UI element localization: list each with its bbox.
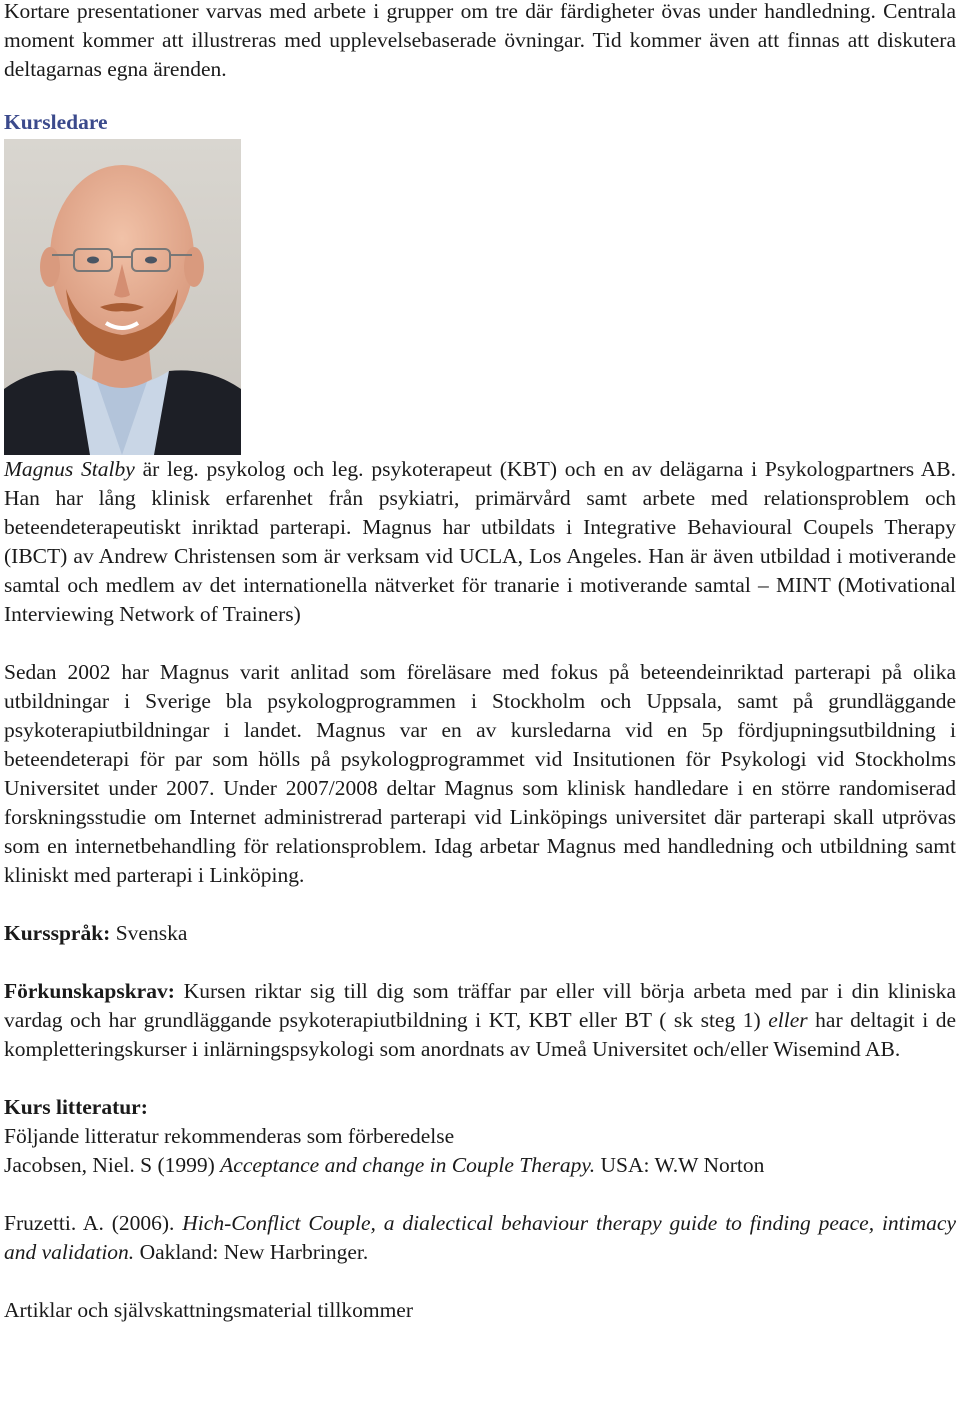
prerequisites-text-after: har deltagit i de kompletteringskurser i inlärningspsykologi som anordnats av Umeå Universitet och/eller Wisemind AB. (4, 1008, 957, 1061)
prerequisites (4, 977, 956, 1064)
intro-paragraph: Kortare presentationer varvas med arbete i grupper om tre där färdigheter övas under handledning. Centrala moment kommer att illustreras med upplevelsebaserade övningar. Tid kommer även att finnas att diskutera deltagarnas egna ärenden. (4, 0, 956, 81)
ref-2-publisher: Oakland: New Harbringer. (134, 1240, 369, 1264)
course-language (4, 919, 956, 948)
literature-intro: Följande litteratur rekommenderas som förberedelse (4, 1124, 455, 1148)
prerequisites-text-before: Kursen riktar sig till dig som träffar par eller vill börja arbeta med par i din kliniska vardag och har grundläggande psykoterapiutbildning i KT, KBT eller BT ( sk steg 1) (4, 979, 956, 1032)
bio-paragraph-1-text: är leg. psykolog och leg. psykoterapeut (KBT) och en av delägarna i Psykologpartners AB. Han har lång klinisk erfarenhet från psykiatri, primärvård samt arbete med relationsproblem och beteendeterapeutiskt inriktad parterapi. Magnus har utbildats i Integrative Behavioural Coupels Therapy (IBCT) av Andrew Christensen som är verksam vid UCLA, Los Angeles. Han är även utbildad i motiverande samtal och medlem av det internationella nätverket för tranarie i motiverande samtal – MINT (Motivational Interviewing Network of Trainers) (4, 457, 956, 626)
document-page (4, 0, 956, 1325)
bio-paragraph-2: Sedan 2002 har Magnus varit anlitad som föreläsare med fokus på beteendeinriktad parterapi på olika utbildningar i Sverige bla psykologprogrammen i Stockholm och Uppsala, samt på grundläggande psykoterapiutbildningar i landet. Magnus var en av kursledarna vid en 5p fördjupningsutbildning i beteendeterapi för par som hölls på psykologprogrammet vid Insitutionen för Psykologi vid Stockholms Universitet under 2007. Under 2007/2008 deltar Magnus som klinisk handledare i en större randomiserad forskningsstudie om Internet administrerad parterapi vid Linköpings universitet där parterapi skall utprövas som en internetbehandling för relationsproblem. Idag arbetar Magnus med handledning och utbildning samt kliniskt med parterapi i Linköping. (4, 660, 956, 887)
ref-1-title: Acceptance and change in Couple Therapy. (220, 1153, 596, 1177)
course-language-value: Svenska (110, 921, 188, 945)
extra-materials-note: Artiklar och självskattningsmaterial tillkommer (4, 1298, 414, 1322)
ref-2-author: Fruzetti. A. (2006). (4, 1211, 183, 1235)
ref-1-publisher: USA: W.W Norton (595, 1153, 765, 1177)
instructor-name: Magnus Stalby (4, 457, 135, 481)
kursledare-heading: Kursledare (4, 110, 108, 134)
ref-2-title: Hich-Conflict Couple, a dialectical behaviour therapy guide to finding peace, intimacy and validation. (4, 1211, 956, 1264)
literature-heading: Kurs litteratur: (4, 1095, 148, 1119)
prerequisites-label: Förkunskapskrav: (4, 979, 175, 1003)
bio-paragraph-1 (4, 455, 956, 629)
ref-1-author: Jacobsen, Niel. S (1999) (4, 1153, 221, 1177)
course-language-label: Kursspråk: (4, 921, 111, 945)
portrait-photo (4, 139, 241, 455)
prerequisites-emph: eller (768, 1008, 808, 1032)
literature-ref-2 (4, 1209, 956, 1267)
literature-ref-1 (4, 1151, 956, 1180)
